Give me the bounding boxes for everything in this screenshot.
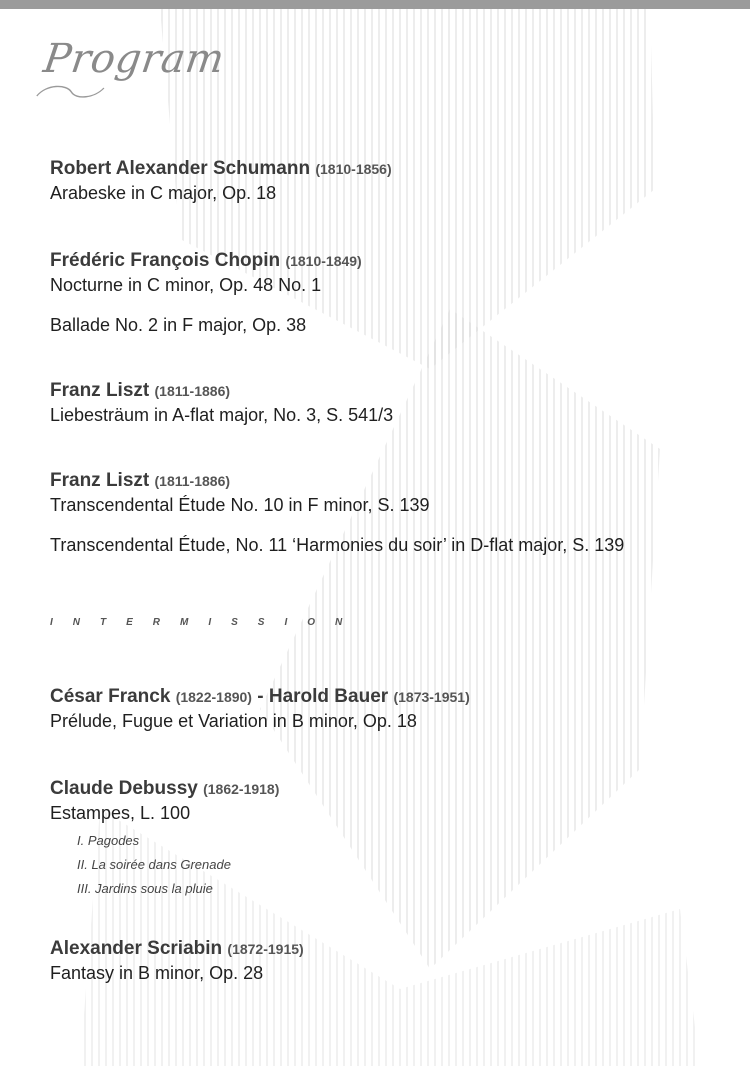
work-title: Arabeske in C major, Op. 18 [50,183,277,203]
arranger-name: Harold Bauer [268,686,389,707]
work-title: Transcendental Étude, No. 11 ‘Harmonies du soir’ in D-flat major, S. 139 [50,535,625,555]
composer-heading [50,157,730,181]
program-item [50,157,730,205]
movement-item: III. Jardins sous la pluie [77,881,213,896]
composer-dates: (1862-1918) [203,781,280,797]
program-title-text: Program [40,36,228,82]
composer-name: Franz Liszt [50,380,150,401]
arranger-separator: - [257,686,264,707]
composer-dates: (1872-1915) [227,941,304,957]
composer-name: Robert Alexander Schumann [50,158,311,179]
composer-name: Franz Liszt [50,470,150,491]
work-title: Liebesträum in A-flat major, No. 3, S. 541/3 [50,405,394,425]
work-title: Transcendental Étude No. 10 in F minor, S. 139 [50,495,430,515]
work-title: Fantasy in B minor, Op. 28 [50,963,264,983]
composer-dates: (1822-1890) [175,689,252,705]
composer-name: Frédéric François Chopin [50,250,281,271]
composer-name: César Franck [50,686,171,707]
work-title: Nocturne in C minor, Op. 48 No. 1 [50,275,322,295]
movement-list [50,829,730,901]
program-item [50,379,730,427]
composer-dates: (1811-1886) [154,383,231,399]
arranger-dates: (1873-1951) [393,689,470,705]
program-item [50,937,730,985]
program-item [50,469,730,557]
work-title: Estampes, L. 100 [50,803,191,823]
program-title [41,36,228,82]
work-title: Prélude, Fugue et Variation in B minor, Op. 18 [50,711,417,731]
composer-heading [50,379,730,403]
composer-heading [50,469,730,493]
work-title: Ballade No. 2 in F major, Op. 38 [50,315,307,335]
composer-dates: (1811-1886) [154,473,231,489]
composer-heading [50,685,730,709]
intermission-label: INTERMISSION [50,617,363,628]
movement-item: II. La soirée dans Grenade [77,857,231,872]
program-item [50,777,730,901]
composer-name: Claude Debussy [50,778,198,799]
composer-name: Alexander Scriabin [50,938,223,959]
program-item [50,249,730,337]
composer-heading [50,937,730,961]
movement-item: I. Pagodes [77,833,140,848]
composer-heading [50,249,730,273]
composer-heading [50,777,730,801]
program-item [50,685,730,733]
composer-dates: (1810-1856) [315,161,392,177]
composer-dates: (1810-1849) [285,253,362,269]
title-flourish-icon [34,82,107,100]
